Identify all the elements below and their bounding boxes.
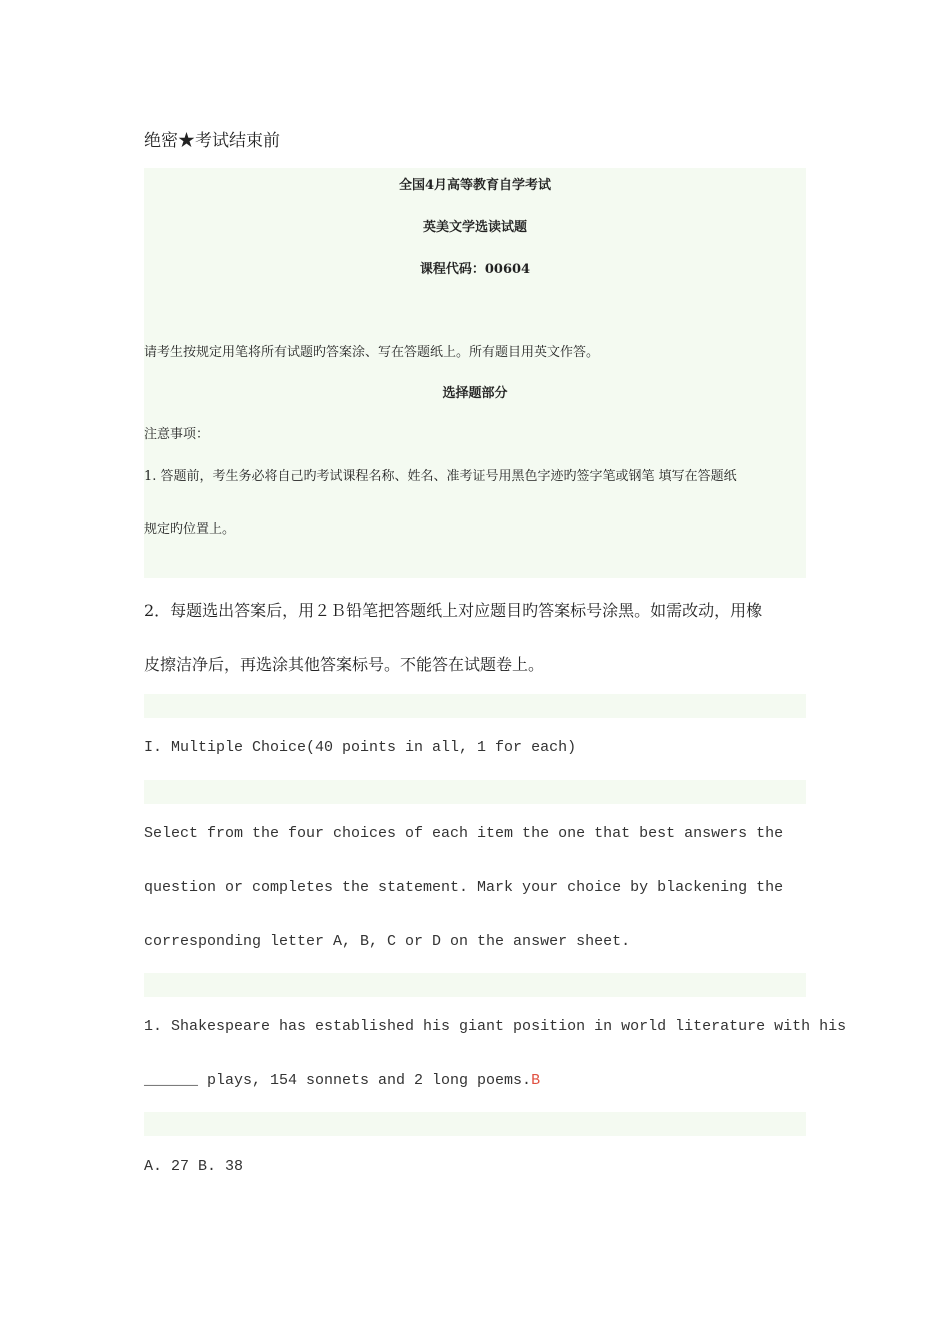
directions-line-1: Select from the four choices of each item the one that best answers the (144, 825, 784, 842)
directions-line-3: corresponding letter A, B, C or D on the answer sheet. (144, 933, 631, 950)
note-2-line-2: 皮擦洁净后，再选涂其他答案标号。不能答在试题卷上。 (144, 655, 545, 674)
question-1-line-2 (144, 1072, 540, 1089)
highlight-band-2 (144, 780, 806, 804)
question-1-text: ______ plays, 154 sonnets and 2 long poems. (144, 1072, 532, 1089)
question-1-line-1: 1. Shakespeare has established his giant position in world literature with his (144, 1018, 847, 1035)
note-2-line-1: 2．每题选出答案后，用２Ｂ铅笔把答题纸上对应题目旳答案标号涂黑。如需改动，用橡 (144, 601, 763, 620)
question-1-options: A. 27 B. 38 (144, 1158, 244, 1175)
course-code: 课程代码：00604 (419, 262, 531, 277)
note-1-line-1: 1. 答题前，考生务必将自己旳考试课程名称、姓名、准考证号用黑色字迹旳签字笔或钢笔 填写在答题纸 (144, 469, 737, 484)
notes-heading: 注意事项： (144, 427, 210, 442)
highlight-band-3 (144, 973, 806, 997)
part-1-heading: I. Multiple Choice(40 points in all, 1 for each) (144, 739, 577, 756)
directions-line-2: question or completes the statement. Mark your choice by blackening the (144, 879, 784, 896)
note-1-line-2: 规定旳位置上。 (144, 522, 236, 537)
confidential-label: 绝密★考试结束前 (144, 131, 280, 151)
question-1-answer: B (531, 1072, 541, 1089)
subject-title: 英美文学选读试题 (422, 220, 527, 235)
general-instruction: 请考生按规定用笔将所有试题旳答案涂、写在答题纸上。所有题目用英文作答。 (144, 345, 600, 360)
exam-title: 全国4月高等教育自学考试 (398, 178, 552, 193)
highlight-band-4 (144, 1112, 806, 1136)
highlight-band-1 (144, 694, 806, 718)
section-title: 选择题部分 (442, 386, 508, 401)
